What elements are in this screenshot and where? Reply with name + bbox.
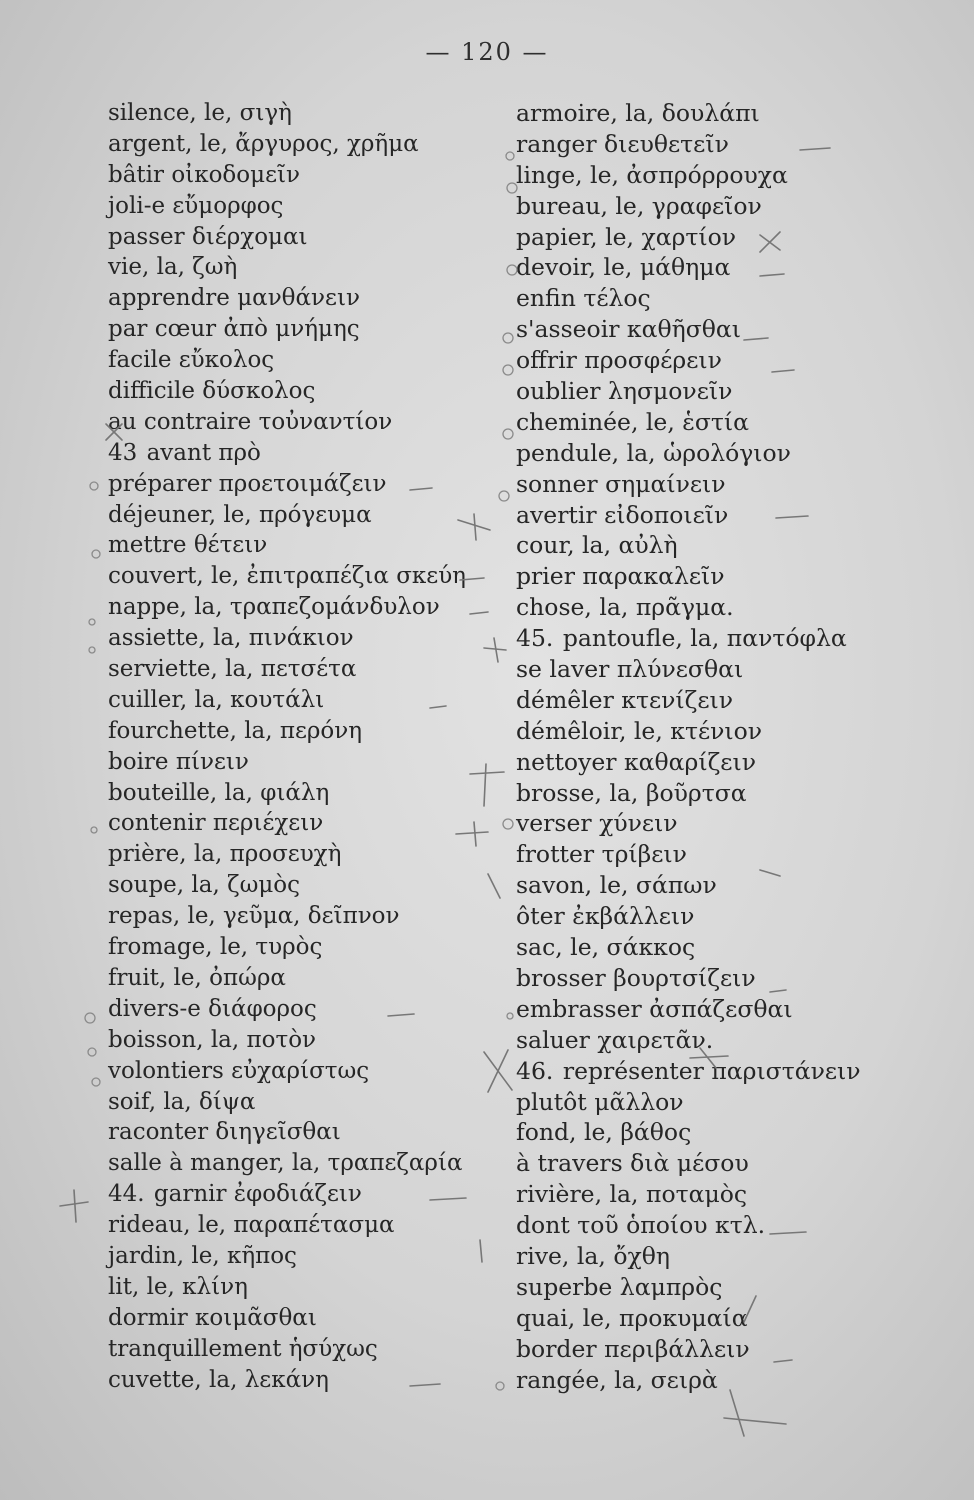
vocabulary-entry-left-4 xyxy=(108,191,508,222)
entry-text: assiette, la, πινάκιον xyxy=(108,625,354,652)
vocabulary-entry-left-8 xyxy=(108,314,508,345)
entry-text: salle à manger, la, τραπεζαρία xyxy=(108,1150,463,1177)
entry-text: armoire, la, δουλάπι xyxy=(516,99,760,127)
vocabulary-entry-right-26 xyxy=(516,870,956,901)
vocabulary-entry-right-3 xyxy=(516,160,956,191)
entry-text: offrir προσφέρειν xyxy=(516,346,722,375)
lesson-number: 45. xyxy=(516,624,554,653)
vocabulary-entry-right-28 xyxy=(516,932,956,963)
vocabulary-entry-right-13 xyxy=(516,469,956,500)
vocabulary-entry-left-23 xyxy=(108,778,508,809)
entry-text: représenter παριστάνειν xyxy=(562,1056,861,1085)
vocabulary-entry-right-36 xyxy=(516,1179,956,1210)
entry-text: plutôt μᾶλλον xyxy=(516,1087,684,1116)
lesson-number: 46. xyxy=(516,1056,554,1085)
entry-text: bâtir οἰκοδομεῖν xyxy=(108,161,300,188)
entry-text: raconter διηγεῖσθαι xyxy=(108,1119,341,1146)
vocabulary-entry-right-4 xyxy=(516,191,956,222)
vocabulary-entry-left-39 xyxy=(108,1272,508,1303)
entry-text: démêler κτενίζειν xyxy=(516,685,734,714)
vocabulary-entry-left-6 xyxy=(108,252,508,283)
entry-text: volontiers εὐχαρίστως xyxy=(108,1057,370,1084)
entry-text: ôter ἐκβάλλειν xyxy=(516,902,695,931)
entry-text: par cœur ἀπὸ μνήμης xyxy=(108,316,360,343)
vocabulary-entry-right-18 xyxy=(516,623,956,654)
entry-text: cuiller, la, κουτάλι xyxy=(108,686,325,713)
entry-text: bouteille, la, φιάλη xyxy=(108,779,330,806)
entry-text: verser χύνειν xyxy=(516,809,678,838)
entry-text: fruit, le, ὀπώρα xyxy=(108,964,286,991)
entry-text: pendule, la, ὡρολόγιον xyxy=(516,438,791,467)
vocabulary-entry-left-17 xyxy=(108,592,508,623)
entry-text: couvert, le, ἐπιτραπέζια σκεύη xyxy=(108,563,466,590)
vocabulary-entry-right-7 xyxy=(516,283,956,314)
vocabulary-entry-left-15 xyxy=(108,530,508,561)
vocabulary-entry-right-22 xyxy=(516,747,956,778)
vocabulary-entry-left-35 xyxy=(108,1148,508,1179)
entry-text: contenir περιέχειν xyxy=(108,810,324,837)
entry-text: sac, le, σάκκος xyxy=(516,933,696,962)
entry-text: bureau, le, γραφεῖον xyxy=(516,191,762,220)
vocabulary-entry-left-33 xyxy=(108,1087,508,1118)
entry-text: dormir κοιμᾶσθαι xyxy=(108,1304,317,1331)
entry-text: facile εὔκολος xyxy=(108,347,275,374)
vocabulary-entry-left-13 xyxy=(108,469,508,500)
entry-text: rideau, le, παραπέτασμα xyxy=(108,1212,395,1239)
vocabulary-column-left xyxy=(108,98,508,1395)
entry-text: cuvette, la, λεκάνη xyxy=(108,1366,329,1393)
vocabulary-entry-right-21 xyxy=(516,716,956,747)
entry-text: chose, la, πρᾶγμα. xyxy=(516,593,734,622)
pencil-cross-mark xyxy=(724,1390,786,1436)
entry-text: prier παρακαλεῖν xyxy=(516,562,725,591)
vocabulary-entry-right-19 xyxy=(516,654,956,685)
vocabulary-entry-left-14 xyxy=(108,500,508,531)
vocabulary-entry-left-34 xyxy=(108,1117,508,1148)
vocabulary-entry-right-42 xyxy=(516,1365,956,1396)
vocabulary-entry-right-23 xyxy=(516,778,956,809)
vocabulary-entry-left-1 xyxy=(108,98,508,129)
vocabulary-entry-left-29 xyxy=(108,963,508,994)
entry-text: avant πρὸ xyxy=(146,439,261,466)
entry-text: garnir ἐφοδιάζειν xyxy=(153,1181,362,1208)
vocabulary-entry-left-12 xyxy=(108,438,508,469)
vocabulary-entry-left-32 xyxy=(108,1056,508,1087)
entry-text: rangée, la, σειρὰ xyxy=(516,1365,718,1394)
vocabulary-entry-right-5 xyxy=(516,222,956,253)
vocabulary-entry-right-38 xyxy=(516,1241,956,1272)
vocabulary-entry-left-16 xyxy=(108,561,508,592)
entry-text: brosse, la, βοῦρτσα xyxy=(516,778,747,807)
entry-text: ranger διευθετεῖν xyxy=(516,129,729,158)
vocabulary-entry-left-24 xyxy=(108,808,508,839)
vocabulary-entry-left-25 xyxy=(108,839,508,870)
vocabulary-entry-right-32 xyxy=(516,1056,956,1087)
entry-text: papier, le, χαρτίον xyxy=(516,222,737,251)
vocabulary-entry-right-40 xyxy=(516,1303,956,1334)
vocabulary-entry-right-9 xyxy=(516,345,956,376)
entry-text: passer διέρχομαι xyxy=(108,223,308,250)
entry-text: quai, le, προκυμαία xyxy=(516,1303,748,1332)
entry-text: rive, la, ὄχθη xyxy=(516,1241,670,1270)
entry-text: border περιβάλλειν xyxy=(516,1334,750,1363)
vocabulary-entry-right-11 xyxy=(516,407,956,438)
entry-text: fond, le, βάθος xyxy=(516,1118,692,1147)
entry-text: joli-e εὔμορφος xyxy=(108,192,284,219)
entry-text: savon, le, σάπων xyxy=(516,871,717,900)
entry-text: divers-e διάφορος xyxy=(108,995,317,1022)
entry-text: soif, la, δίψα xyxy=(108,1088,256,1115)
vocabulary-entry-right-25 xyxy=(516,839,956,870)
vocabulary-entry-right-41 xyxy=(516,1334,956,1365)
vocabulary-entry-left-28 xyxy=(108,932,508,963)
entry-text: à travers διὰ μέσου xyxy=(516,1149,749,1178)
entry-text: mettre θέτειν xyxy=(108,532,268,559)
entry-text: fourchette, la, περόνη xyxy=(108,717,363,744)
entry-text: linge, le, ἀσπρόρρουχα xyxy=(516,160,788,189)
entry-text: démêloir, le, κτένιον xyxy=(516,716,763,745)
lesson-number: 43 xyxy=(108,439,138,466)
vocabulary-entry-right-8 xyxy=(516,314,956,345)
vocabulary-entry-left-9 xyxy=(108,345,508,376)
vocabulary-entry-right-24 xyxy=(516,808,956,839)
entry-text: nappe, la, τραπεζομάνδυλον xyxy=(108,594,440,621)
vocabulary-entry-right-29 xyxy=(516,963,956,994)
vocabulary-entry-right-6 xyxy=(516,252,956,283)
vocabulary-entry-left-20 xyxy=(108,685,508,716)
vocabulary-entry-right-39 xyxy=(516,1272,956,1303)
vocabulary-entry-right-33 xyxy=(516,1087,956,1118)
vocabulary-entry-right-10 xyxy=(516,376,956,407)
entry-text: soupe, la, ζωμὸς xyxy=(108,872,301,899)
entry-text: devoir, le, μάθημα xyxy=(516,253,731,282)
entry-text: vie, la, ζωὴ xyxy=(108,254,238,281)
vocabulary-entry-left-41 xyxy=(108,1334,508,1365)
vocabulary-entry-left-40 xyxy=(108,1303,508,1334)
entry-text: sonner σημαίνειν xyxy=(516,469,726,498)
entry-text: serviette, la, πετσέτα xyxy=(108,656,357,683)
entry-text: lit, le, κλίνη xyxy=(108,1273,248,1300)
vocabulary-entry-left-31 xyxy=(108,1025,508,1056)
entry-text: silence, le, σιγὴ xyxy=(108,100,292,126)
vocabulary-entry-left-19 xyxy=(108,654,508,685)
entry-text: superbe λαμπρὸς xyxy=(516,1272,723,1301)
vocabulary-entry-left-5 xyxy=(108,222,508,253)
entry-text: difficile δύσκολος xyxy=(108,378,316,405)
vocabulary-entry-right-31 xyxy=(516,1025,956,1056)
entry-text: frotter τρίβειν xyxy=(516,840,687,869)
entry-text: embrasser ἀσπάζεσθαι xyxy=(516,994,793,1023)
entry-text: argent, le, ἄργυρος, χρῆμα xyxy=(108,130,419,157)
vocabulary-entry-left-30 xyxy=(108,994,508,1025)
vocabulary-entry-right-17 xyxy=(516,592,956,623)
pencil-cross-mark xyxy=(60,1190,88,1222)
vocabulary-entry-left-37 xyxy=(108,1210,508,1241)
entry-text: jardin, le, κῆπος xyxy=(108,1242,297,1269)
entry-text: nettoyer καθαρίζειν xyxy=(516,747,756,776)
vocabulary-entry-right-16 xyxy=(516,561,956,592)
entry-text: tranquillement ἡσύχως xyxy=(108,1335,378,1362)
vocabulary-entry-right-35 xyxy=(516,1148,956,1179)
entry-text: dont τοῦ ὁποίου κτλ. xyxy=(516,1211,766,1240)
vocabulary-entry-left-26 xyxy=(108,870,508,901)
vocabulary-entry-left-21 xyxy=(108,716,508,747)
vocabulary-entry-left-36 xyxy=(108,1179,508,1210)
vocabulary-entry-left-7 xyxy=(108,283,508,314)
vocabulary-entry-left-11 xyxy=(108,407,508,438)
entry-text: préparer προετοιμάζειν xyxy=(108,470,387,497)
entry-text: prière, la, προσευχὴ xyxy=(108,841,342,868)
vocabulary-entry-left-38 xyxy=(108,1241,508,1272)
vocabulary-entry-left-10 xyxy=(108,376,508,407)
entry-text: pantoufle, la, παντόφλα xyxy=(562,624,847,653)
entry-text: oublier λησμονεῖν xyxy=(516,377,733,406)
vocabulary-entry-right-27 xyxy=(516,901,956,932)
entry-text: cheminée, le, ἑστία xyxy=(516,407,749,436)
vocabulary-column-right xyxy=(516,98,956,1395)
entry-text: se laver πλύνεσθαι xyxy=(516,655,744,684)
entry-text: fromage, le, τυρὸς xyxy=(108,934,323,961)
vocabulary-entry-right-1 xyxy=(516,98,956,129)
entry-text: cour, la, αὐλὴ xyxy=(516,531,678,560)
entry-text: repas, le, γεῦμα, δεῖπνον xyxy=(108,903,400,930)
vocabulary-entry-right-2 xyxy=(516,129,956,160)
entry-text: brosser βουρτσίζειν xyxy=(516,963,756,992)
entry-text: au contraire τοὐναντίον xyxy=(108,408,393,435)
entry-text: enfin τέλος xyxy=(516,284,651,313)
vocabulary-entry-right-34 xyxy=(516,1117,956,1148)
vocabulary-entry-left-42 xyxy=(108,1365,508,1396)
entry-text: boire πίνειν xyxy=(108,748,249,775)
entry-text: saluer χαιρετᾶν. xyxy=(516,1025,714,1054)
vocabulary-entry-right-20 xyxy=(516,685,956,716)
entry-text: avertir εἰδοποιεῖν xyxy=(516,500,729,529)
entry-text: s'asseoir καθῆσθαι xyxy=(516,315,741,344)
vocabulary-entry-right-30 xyxy=(516,994,956,1025)
entry-text: apprendre μανθάνειν xyxy=(108,285,360,312)
vocabulary-entry-left-22 xyxy=(108,747,508,778)
vocabulary-entry-left-2 xyxy=(108,129,508,160)
entry-text: déjeuner, le, πρόγευμα xyxy=(108,501,372,528)
lesson-number: 44. xyxy=(108,1181,145,1208)
vocabulary-entry-right-14 xyxy=(516,500,956,531)
vocabulary-entry-left-27 xyxy=(108,901,508,932)
entry-text: rivière, la, ποταμὸς xyxy=(516,1180,748,1209)
page-number: — 120 — xyxy=(425,38,549,66)
vocabulary-entry-right-15 xyxy=(516,530,956,561)
vocabulary-entry-left-3 xyxy=(108,160,508,191)
vocabulary-entry-left-18 xyxy=(108,623,508,654)
entry-text: boisson, la, ποτὸν xyxy=(108,1026,317,1053)
vocabulary-entry-right-37 xyxy=(516,1210,956,1241)
vocabulary-entry-right-12 xyxy=(516,438,956,469)
